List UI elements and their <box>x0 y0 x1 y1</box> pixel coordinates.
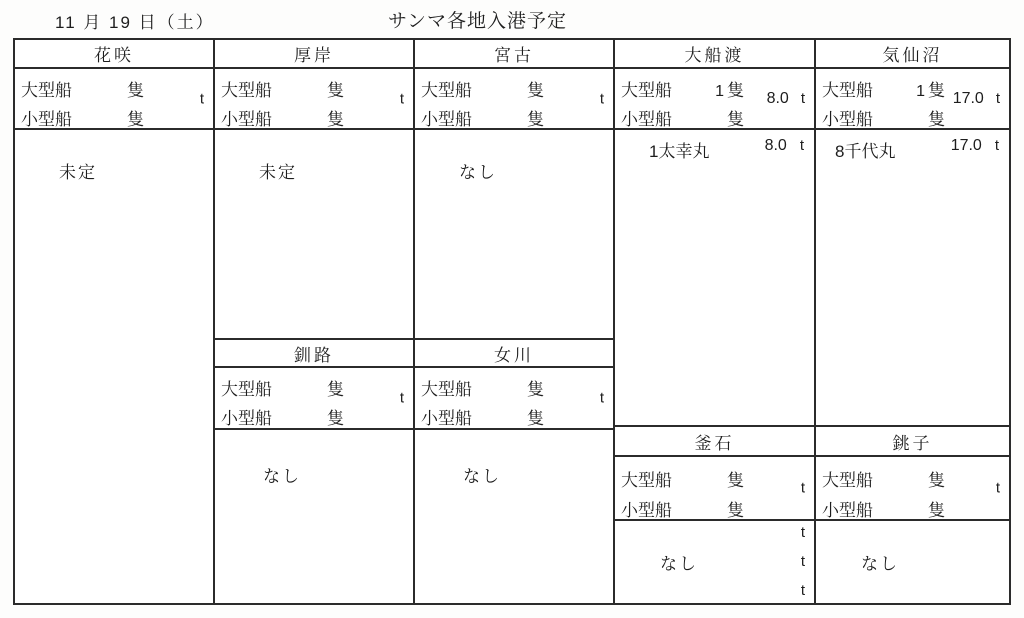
large-ship-label: 大型船 <box>221 380 272 399</box>
ships-unit: 隻 <box>527 110 544 129</box>
ships-unit: 隻 <box>327 110 344 129</box>
large-ship-row <box>621 76 744 101</box>
small-ship-label: 小型船 <box>421 110 472 129</box>
ship-name: 1太幸丸 <box>649 142 710 161</box>
ton-unit: t <box>800 582 805 599</box>
port-name-kamaishi: 釜石 <box>615 427 814 457</box>
body-kamaishi <box>615 521 814 603</box>
body-miyako <box>415 130 613 340</box>
ton-unit: t <box>599 90 604 107</box>
small-ship-row <box>621 496 744 521</box>
tonnage <box>953 90 1000 108</box>
large-ship-label: 大型船 <box>221 81 272 100</box>
tonnage <box>588 90 604 107</box>
count-cell-choshi <box>816 457 1009 521</box>
large-ship-row <box>621 466 744 491</box>
ton-unit: t <box>399 389 404 407</box>
count-cell-akkeshi <box>215 69 413 130</box>
status-note: なし <box>861 554 899 574</box>
port-name-miyako: 宮古 <box>415 40 613 69</box>
count-cell-ofunato <box>615 69 814 130</box>
small-ship-row <box>822 496 945 521</box>
count-cell-kushiro <box>215 368 413 430</box>
count-cell-kesennuma <box>816 69 1009 130</box>
small-ship-label: 小型船 <box>822 501 873 520</box>
port-name-onagawa: 女川 <box>415 340 613 368</box>
ships-unit: 隻 <box>327 409 344 428</box>
ton-marks-column <box>801 525 805 599</box>
small-ship-label: 小型船 <box>822 110 873 129</box>
small-ship-row <box>421 105 544 130</box>
ships-unit: 隻 <box>727 501 744 520</box>
body-ofunato <box>615 130 814 427</box>
ton-unit: t <box>800 479 805 497</box>
ton-unit: t <box>800 89 805 107</box>
column-ofunato-kamaishi <box>615 40 816 603</box>
large-ship-label: 大型船 <box>21 81 72 100</box>
ton-unit: t <box>994 137 999 154</box>
small-ship-row <box>822 105 945 130</box>
large-ship-row <box>421 375 544 400</box>
large-ship-label: 大型船 <box>822 81 873 100</box>
ton-unit: t <box>800 553 805 570</box>
body-kushiro <box>215 430 413 603</box>
status-note: なし <box>660 554 698 574</box>
large-ship-row <box>221 375 344 400</box>
small-ship-row <box>421 404 544 429</box>
ships-unit: 隻 <box>127 110 144 129</box>
small-ship-row <box>21 105 144 130</box>
small-ship-label: 小型船 <box>21 110 72 129</box>
count-cell-hanasaki <box>15 69 213 130</box>
count-cell-onagawa <box>415 368 613 430</box>
large-ship-label: 大型船 <box>421 81 472 100</box>
body-kesennuma <box>816 130 1009 427</box>
ships-unit: 隻 <box>127 81 144 100</box>
port-name-choshi: 銚子 <box>816 427 1009 457</box>
small-ship-label: 小型船 <box>221 409 272 428</box>
body-hanasaki <box>15 130 213 603</box>
count-cell-kamaishi <box>615 457 814 521</box>
ship-entry-kesennuma <box>816 137 1009 159</box>
tonnage <box>984 480 1000 497</box>
ton-unit: t <box>599 389 604 407</box>
large-ship-row <box>822 466 945 491</box>
small-ship-label: 小型船 <box>421 409 472 428</box>
tonnage <box>188 90 204 107</box>
large-ship-count: 1 <box>916 83 925 100</box>
page-header <box>0 0 1024 38</box>
date-month: 11 月 <box>55 13 103 32</box>
small-ship-row <box>221 105 344 130</box>
ship-tonnage-value: 8.0 <box>764 137 787 154</box>
tonnage <box>388 90 404 107</box>
body-onagawa <box>415 430 613 603</box>
ships-unit: 隻 <box>527 81 544 100</box>
body-choshi <box>816 521 1009 603</box>
ships-unit: 隻 <box>928 81 945 100</box>
large-ship-row <box>221 76 344 101</box>
ships-unit: 隻 <box>727 471 744 490</box>
large-ship-count: 1 <box>715 83 724 100</box>
tonnage-value: 17.0 <box>952 89 984 107</box>
port-name-hanasaki: 花咲 <box>15 40 213 69</box>
large-ship-row <box>21 76 144 101</box>
tonnage-value: 8.0 <box>766 89 789 107</box>
status-note: なし <box>463 467 501 486</box>
port-name-kushiro: 釧路 <box>215 340 413 368</box>
port-name-akkeshi: 厚岸 <box>215 40 413 69</box>
ship-tonnage-value: 17.0 <box>950 137 982 154</box>
large-ship-label: 大型船 <box>822 471 873 490</box>
large-ship-label: 大型船 <box>621 471 672 490</box>
arrival-schedule-table <box>13 38 1011 605</box>
column-miyako-onagawa <box>415 40 615 603</box>
port-name-kesennuma: 気仙沼 <box>816 40 1009 69</box>
ships-unit: 隻 <box>928 110 945 129</box>
ships-unit: 隻 <box>327 81 344 100</box>
status-note: なし <box>263 467 301 486</box>
ton-unit: t <box>199 90 204 107</box>
ship-name: 8千代丸 <box>835 142 896 161</box>
ships-unit: 隻 <box>727 110 744 129</box>
column-hanasaki <box>15 40 215 603</box>
tonnage <box>789 480 805 497</box>
small-ship-label: 小型船 <box>621 501 672 520</box>
ton-unit: t <box>800 524 805 541</box>
ton-unit: t <box>799 137 804 154</box>
small-ship-row <box>221 404 344 429</box>
page-title: サンマ各地入港予定 <box>388 11 568 32</box>
small-ship-row <box>621 105 744 130</box>
ton-unit: t <box>995 479 1000 497</box>
ships-unit: 隻 <box>327 380 344 399</box>
status-note: 未定 <box>59 163 97 182</box>
ship-entry-ofunato <box>615 137 814 159</box>
ships-unit: 隻 <box>928 501 945 520</box>
small-ship-label: 小型船 <box>621 110 672 129</box>
body-akkeshi <box>215 130 413 340</box>
count-cell-miyako <box>415 69 613 130</box>
ton-unit: t <box>995 89 1000 107</box>
ships-unit: 隻 <box>527 380 544 399</box>
status-note: なし <box>459 163 497 182</box>
ships-unit: 隻 <box>527 409 544 428</box>
port-name-ofunato: 大船渡 <box>615 40 814 69</box>
date-day: 19 日（土） <box>109 13 215 32</box>
tonnage <box>388 390 404 407</box>
column-kesennuma-choshi <box>816 40 1009 603</box>
ship-tonnage <box>951 137 999 155</box>
ship-tonnage <box>765 137 804 155</box>
small-ship-label: 小型船 <box>221 110 272 129</box>
ton-unit: t <box>399 90 404 107</box>
large-ship-row <box>822 76 945 101</box>
large-ship-label: 大型船 <box>421 380 472 399</box>
ships-unit: 隻 <box>727 81 744 100</box>
tonnage <box>588 390 604 407</box>
column-akkeshi-kushiro <box>215 40 415 603</box>
large-ship-label: 大型船 <box>621 81 672 100</box>
ships-unit: 隻 <box>928 471 945 490</box>
large-ship-row <box>421 76 544 101</box>
tonnage <box>767 90 805 108</box>
status-note: 未定 <box>259 163 297 182</box>
